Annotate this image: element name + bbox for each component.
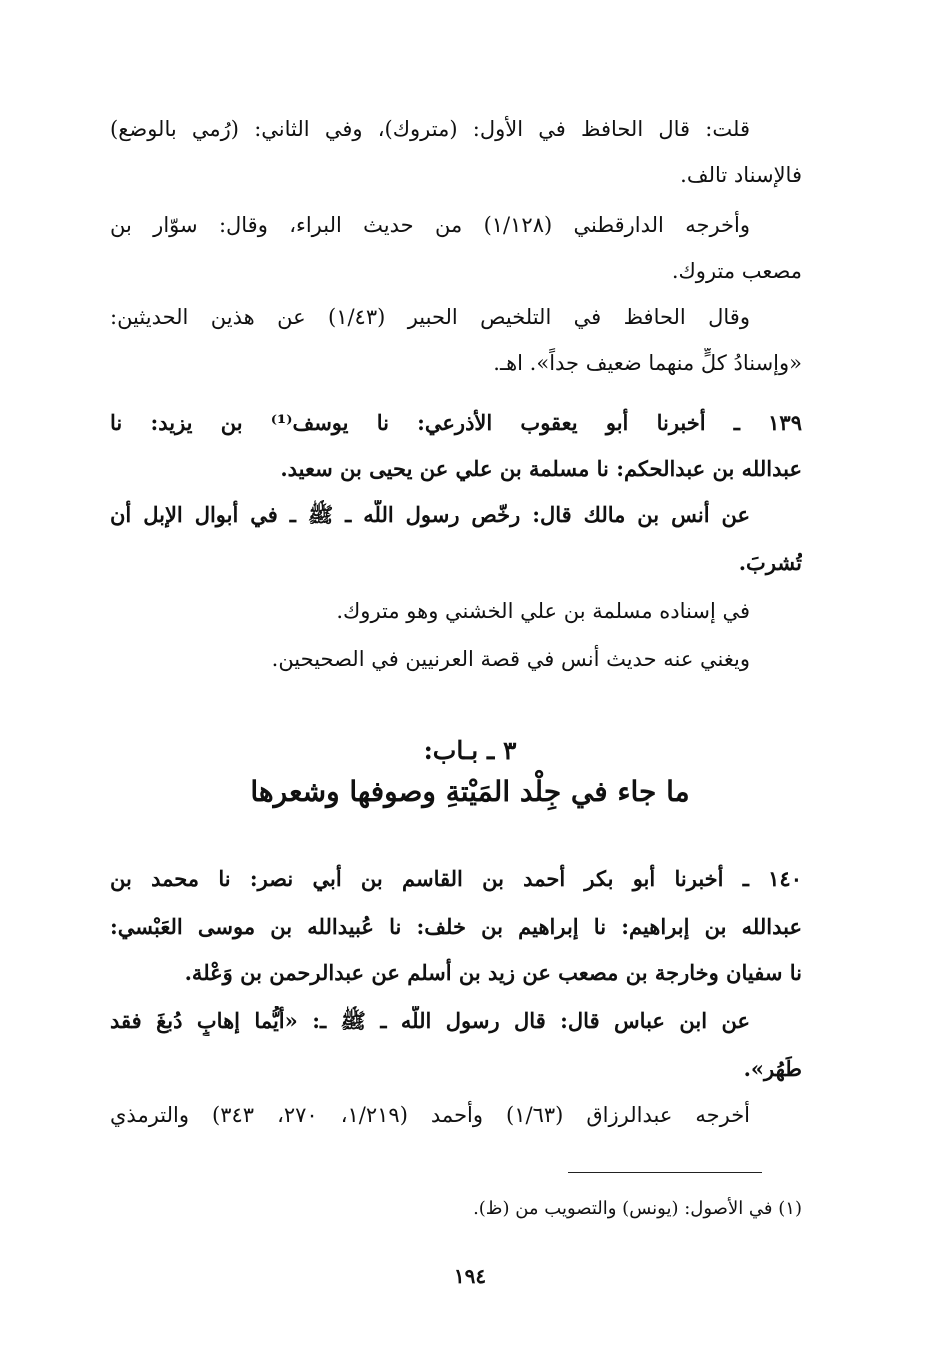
- page-number: ١٩٤: [453, 1264, 487, 1288]
- text-line: وقال الحافظ في التلخيص الحبير (١/٤٣) عن هذين الحديثين:: [110, 305, 750, 329]
- hadith-140-line: ١٤٠ ـ أخبرنا أبو بكر أحمد بن القاسم بن أبي نصر: نا محمد بن: [110, 866, 802, 891]
- hadith-139-line: عبدالله بن عبدالحكم: نا مسلمة بن علي عن يحيى بن سعيد.: [280, 456, 802, 481]
- hadith-139-line: ١٣٩ ـ أخبرنا أبو يعقوب الأذرعي: نا يوسف⁽¹⁾ بن يزيد: نا: [110, 410, 802, 435]
- text-line: وأخرجه الدارقطني (١/١٢٨) من حديث البراء، وقال: سوّار بن: [110, 213, 750, 237]
- text-line: فالإسناد تالف.: [680, 163, 802, 187]
- chapter-number: ٣ ـ بـاب:: [423, 736, 517, 765]
- text-line: «وإسنادُ كلٍّ منهما ضعيف جداً». اهـ.: [493, 351, 802, 375]
- text-line: ويغني عنه حديث أنس في قصة العرنيين في الصحيحين.: [271, 647, 750, 671]
- text-line: في إسناده مسلمة بن علي الخشني وهو متروك.: [336, 599, 750, 623]
- hadith-140-line: نا سفيان وخارجة بن مصعب عن زيد بن أسلم عن عبدالرحمن بن وَعْلة.: [184, 960, 802, 985]
- text-line: مصعب متروك.: [671, 259, 802, 283]
- hadith-139-line: عن أنس بن مالك قال: رخّص رسول اللّه ـ ﷺ ـ في أبوال الإبل أن: [110, 502, 750, 527]
- hadith-140-line: عبدالله بن إبراهيم: نا إبراهيم بن خلف: نا عُبيدالله بن موسى العَبْسي:: [110, 914, 802, 939]
- text-line: قلت: قال الحافظ في الأول: (متروك)، وفي الثاني: (رُمي بالوضع): [110, 117, 750, 141]
- hadith-140-line: عن ابن عباس قال: قال رسول اللّه ـ ﷺ ـ: «أيُّما إهابٍ دُبغَ فقد: [110, 1008, 750, 1033]
- hadith-140-line: طَهُر».: [743, 1056, 802, 1081]
- text-line: أخرجه عبدالرزاق (١/٦٣) وأحمد (١/٢١٩، ٢٧٠، ٣٤٣) والترمذي: [110, 1103, 750, 1127]
- chapter-title: ما جاء في جِلْد المَيْتةِ وصوفها وشعرها: [250, 775, 690, 808]
- hadith-139-line: تُشربَ.: [738, 550, 802, 575]
- footnote: (١) في الأصول: (يونس) والتصويب من (ظ).: [473, 1198, 802, 1219]
- footnote-divider: [568, 1172, 762, 1173]
